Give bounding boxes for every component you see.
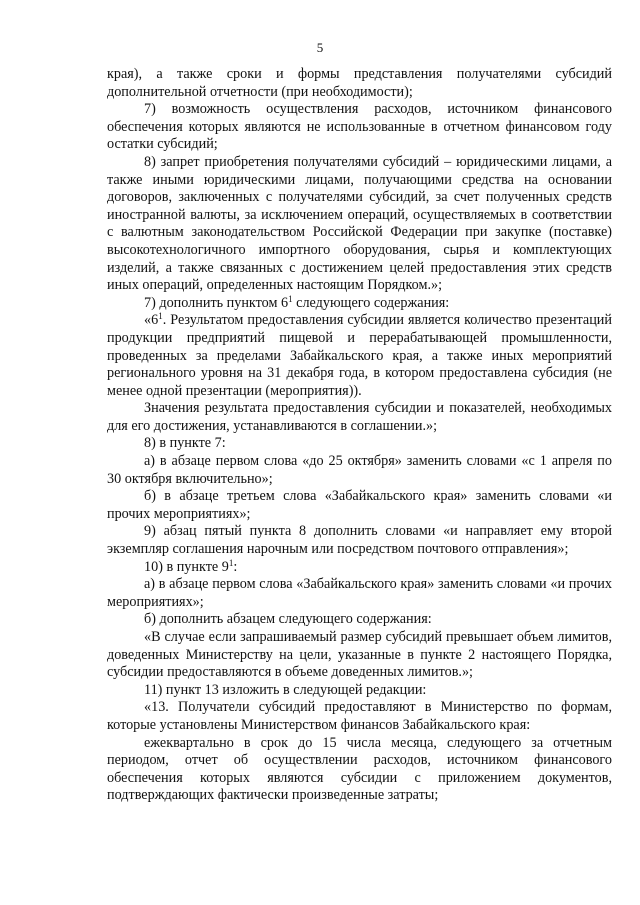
paragraph [107, 312, 612, 400]
paragraph [107, 295, 612, 313]
superscript: 1 [288, 293, 293, 304]
paragraph [107, 559, 612, 577]
paragraph: «13. Получатели субсидий предоставляют в Министерство по формам, которые установлены Министерством финансов Забайкальского края: [107, 699, 612, 733]
superscript: 1 [228, 557, 234, 568]
paragraph: 11) пункт 13 изложить в следующей редакции: [144, 681, 427, 698]
page-number: 5 [316, 40, 324, 55]
paragraph: 9) абзац пятый пункта 8 дополнить словами «и направляет ему второй экземпляр соглашения нарочным или посредством почтового отправления»; [107, 523, 612, 558]
paragraph-text: . Результатом предоставления субсидии является количество презентаций продукции предприятий пищевой и перерабатывающей промышленности, проведенных за пределами Забайкальского края, а также иных мероприятий регионального уровня на 31 декабря года, в котором предоставлена субсидия (не менее одной презентации (мероприятия)). [107, 312, 612, 399]
paragraph: а) в абзаце первом слова «до 25 октября» заменить словами «с 1 апреля по 30 октября включительно»; [107, 453, 612, 487]
paragraph: ежеквартально в срок до 15 числа месяца, следующего за отчетным периодом, отчет об осуществлении расходов, источником финансового обеспечения которых являются субсидии с приложением документов, подтверждающих фактически произведенные затраты; [107, 734, 612, 804]
paragraph: а) в абзаце первом слова «Забайкальского края» заменить словами «и прочих мероприятиях»; [107, 576, 612, 610]
paragraph: б) в абзаце третьем слова «Забайкальского края» заменить словами «и прочих мероприятиях»; [107, 488, 612, 522]
paragraph-text: : [233, 558, 238, 575]
paragraph: б) дополнить абзацем следующего содержания: [144, 611, 432, 628]
paragraph: «В случае если запрашиваемый размер субсидий превышает объем лимитов, доведенных Министерству на цели, указанные в пункте 2 настоящего Порядка, субсидии предоставляются в объеме доведенных лимитов.»; [107, 629, 612, 681]
paragraph-text: следующего содержания: [292, 294, 450, 311]
paragraph-text: 7) дополнить пунктом 6 [144, 294, 289, 311]
paragraph-text: «6 [144, 312, 159, 329]
paragraph-text: 10) в пункте 9 [144, 558, 229, 575]
paragraph: края), а также сроки и формы представления получателями субсидий дополнительной отчетности (при необходимости); [107, 66, 612, 100]
superscript: 1 [158, 311, 163, 322]
paragraph: 8) в пункте 7: [144, 435, 226, 452]
paragraph: 8) запрет приобретения получателями субсидий – юридическими лицами, а также иными юридическими лицами, получающими средства на основании договоров, заключенных с получателями субсидий, за счет полученных средств иностранной валюты, за исключением операций, осуществляемых в соответствии с валютным законодательством Российской Федерации при закупке (поставке) высокотехнологичного импортного оборудования, сырья и комплектующих изделий, а также связанных с достижением целей предоставления этих средств иных операций, определенных настоящим Порядком.»; [107, 153, 612, 294]
paragraph: 7) возможность осуществления расходов, источником финансового обеспечения которых являются не использованные в отчетном финансовом году остатки субсидий; [107, 101, 612, 153]
document-body [107, 66, 612, 805]
paragraph: Значения результата предоставления субсидии и показателей, необходимых для его достижения, устанавливаются в соглашении.»; [107, 400, 612, 434]
